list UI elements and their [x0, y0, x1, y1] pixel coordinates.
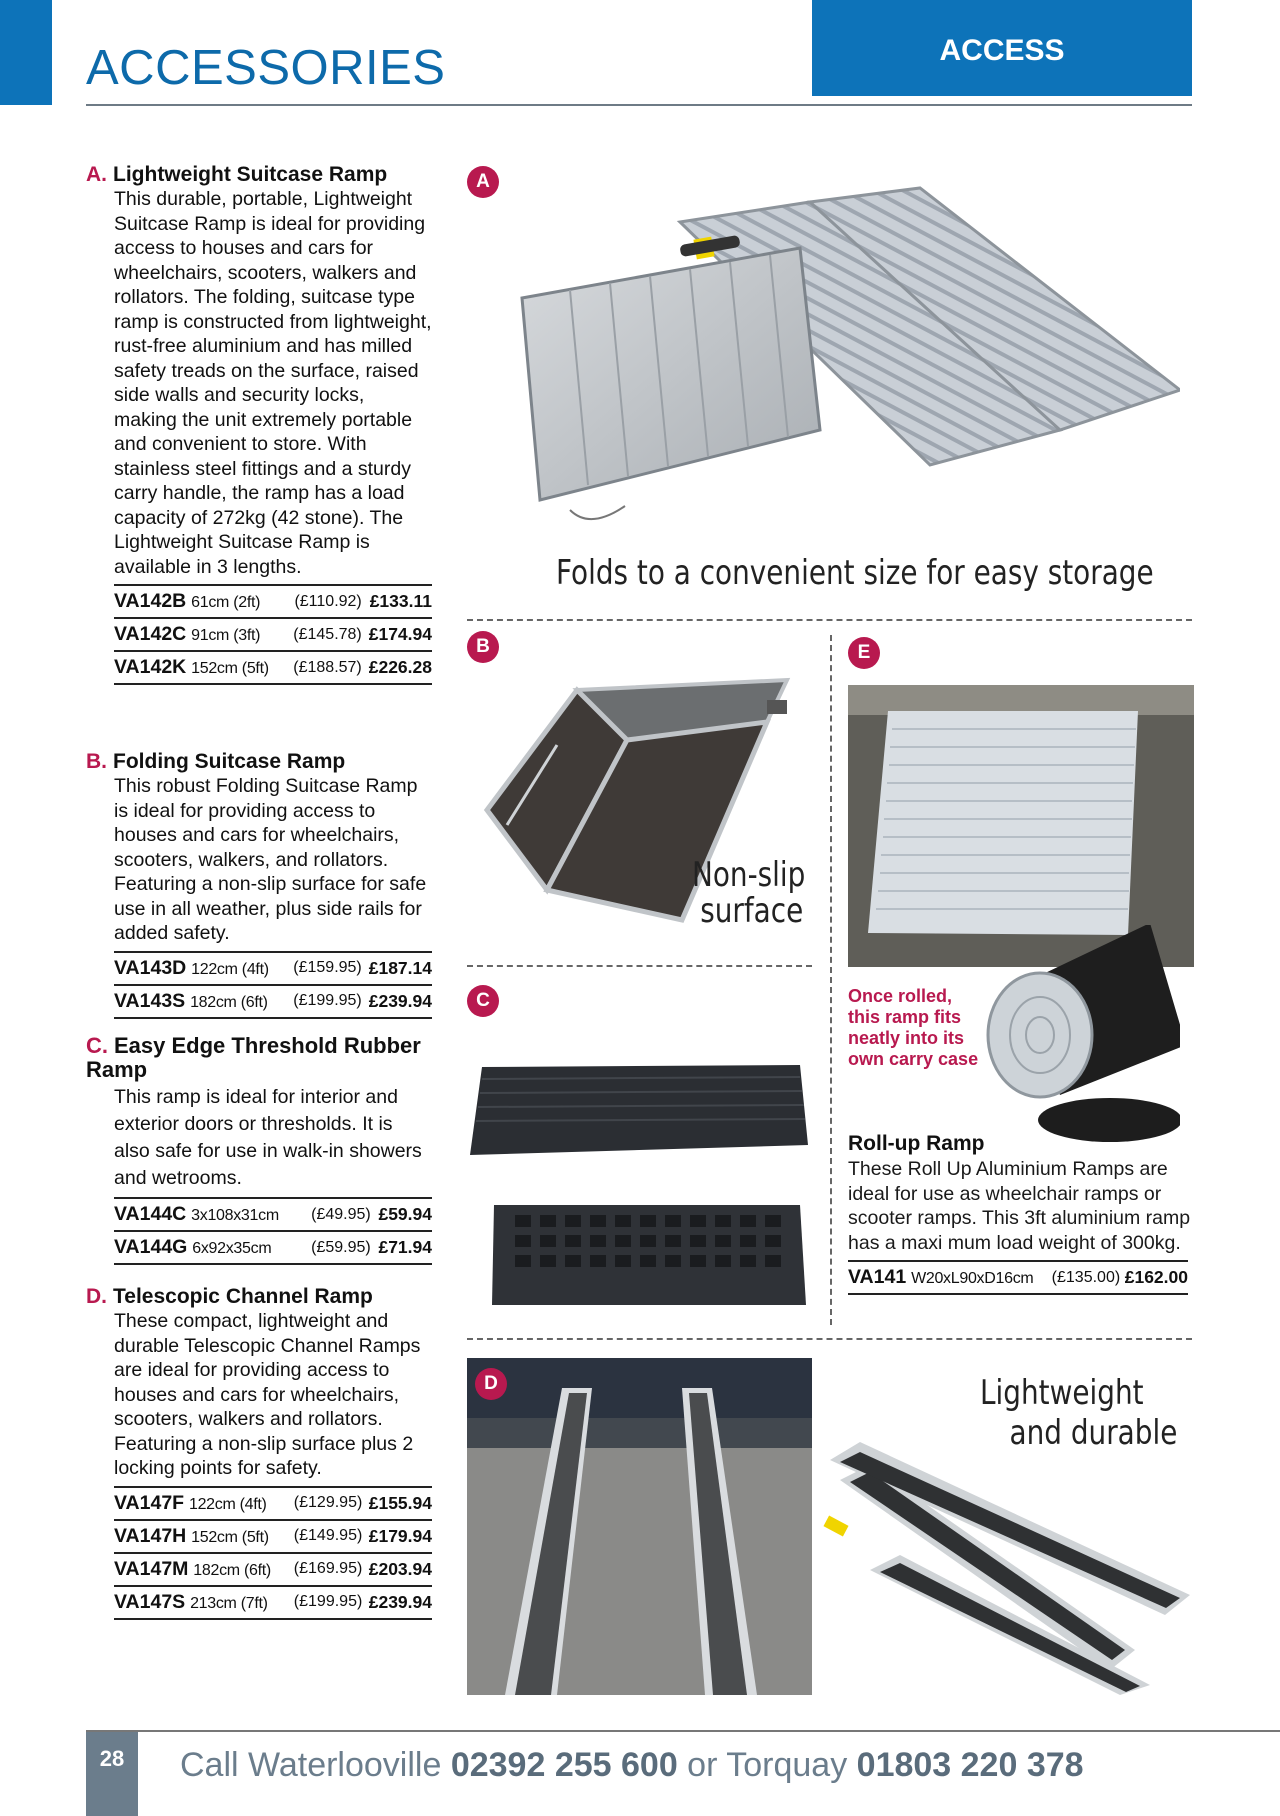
- footer-prefix: Call Waterlooville: [180, 1746, 451, 1784]
- product-letter: B.: [86, 750, 107, 773]
- caption-line: Lightweight: [980, 1373, 1144, 1413]
- rollup-callout: Once rolled, this ramp fits neatly into its own carry case: [848, 986, 979, 1069]
- separator: [467, 965, 812, 967]
- product-letter: D.: [86, 1285, 107, 1308]
- product-a: [86, 163, 432, 685]
- page-number: 28: [86, 1732, 138, 1816]
- caption-line: surface: [700, 891, 804, 931]
- carry-case-image: [960, 925, 1180, 1145]
- separator: [830, 635, 832, 1325]
- telescopic-ramp-photo: [467, 1358, 812, 1695]
- separator: [467, 619, 1192, 621]
- product-b: [86, 750, 432, 1019]
- table-row: VA143D 122cm (4ft) (£159.95) £187.14: [114, 952, 432, 985]
- badge-c: C: [467, 985, 499, 1017]
- table-row: VA142K 152cm (5ft) (£188.57) £226.28: [114, 651, 432, 684]
- price-table: [114, 951, 432, 1019]
- table-row: VA144C 3x108x31cm (£49.95) £59.94: [114, 1198, 432, 1231]
- product-description: These Roll Up Aluminium Ramps are ideal for use as wheelchair ramps or scooter ramps. This 3ft aluminium ramp has a maxi mum load weight of 300kg.: [848, 1158, 1191, 1254]
- footer-contact: [180, 1746, 1084, 1785]
- price-table: [114, 1486, 432, 1620]
- caption-line: and durable: [1009, 1413, 1178, 1453]
- table-row: VA142B 61cm (2ft) (£110.92) £133.11: [114, 585, 432, 618]
- header-color-bar: [0, 0, 52, 105]
- price-table: [114, 584, 432, 685]
- footer-divider: [86, 1730, 1280, 1732]
- product-name: Folding Suitcase Ramp: [113, 750, 346, 773]
- table-row: VA147S 213cm (7ft) (£199.95) £239.94: [114, 1586, 432, 1619]
- price-table: [848, 1260, 1188, 1295]
- section-tab: ACCESS: [812, 0, 1192, 96]
- header-divider: [86, 104, 1192, 106]
- phone-waterlooville: 02392 255 600: [450, 1746, 678, 1784]
- product-name: Roll-up Ramp: [848, 1132, 985, 1155]
- product-description: This robust Folding Suitcase Ramp is ideal for providing access to houses and cars for wheelchairs, scooters, walkers, and rollators. Featuring a non-slip surface for safe use in all weather, plus side rails for added safety.: [114, 775, 427, 944]
- table-row: VA147M 182cm (6ft) (£169.95) £203.94: [114, 1553, 432, 1586]
- table-row: VA147H 152cm (5ft) (£149.95) £179.94: [114, 1520, 432, 1553]
- telescopic-ramp-image: [820, 1420, 1190, 1695]
- product-description: This durable, portable, Lightweight Suitcase Ramp is ideal for providing access to houses and cars for wheelchairs, scooters, walkers and rollators. The folding, suitcase type ramp is constructed from lightweight, rust-free aluminium and has milled safety treads on the surface, raised side walls and security locks, making the unit extremely portable and convenient to store. With stainless steel fittings and a sturdy carry handle, the ramp has a load capacity of 272kg (42 stone). The Lightweight Suitcase Ramp is available in 3 lengths.: [114, 188, 432, 578]
- product-heading: [86, 163, 432, 187]
- separator: [467, 1338, 1192, 1340]
- footer-middle: or Torquay: [677, 1746, 857, 1784]
- product-description: These compact, lightweight and durable Telescopic Channel Ramps are ideal for providing access to houses and cars for wheelchairs, scooters, walkers and rollators. Featuring a non-slip surface plus 2 locking points for safety.: [114, 1310, 421, 1479]
- page-title: ACCESSORIES: [86, 41, 446, 95]
- table-row: VA144G 6x92x35cm (£59.95) £71.94: [114, 1231, 432, 1264]
- product-e: [848, 1132, 1194, 1295]
- product-letter: C.: [86, 1033, 108, 1058]
- caption-lightweight: [980, 1373, 1177, 1453]
- product-heading: [86, 1285, 432, 1309]
- badge-d: D: [475, 1368, 507, 1400]
- product-name: Telescopic Channel Ramp: [113, 1285, 373, 1308]
- product-name: Lightweight Suitcase Ramp: [113, 163, 388, 186]
- suitcase-ramp-image: [500, 180, 1180, 550]
- threshold-ramp-image: [460, 1055, 820, 1315]
- product-c: [86, 1034, 432, 1265]
- caption-line: Non-slip: [692, 855, 806, 895]
- caption-non-slip: [692, 857, 805, 929]
- price-table: [114, 1197, 432, 1265]
- product-heading: [86, 1034, 432, 1082]
- caption-folds: Folds to a convenient size for easy storage: [556, 553, 1154, 593]
- product-d: [86, 1285, 432, 1620]
- table-row: VA141 W20xL90xD16cm (£135.00) £162.00: [848, 1261, 1188, 1294]
- badge-a: A: [467, 166, 499, 198]
- phone-torquay: 01803 220 378: [856, 1746, 1084, 1784]
- table-row: VA147F 122cm (4ft) (£129.95) £155.94: [114, 1487, 432, 1520]
- product-letter: A.: [86, 163, 107, 186]
- badge-b: B: [467, 631, 499, 663]
- product-heading: [86, 750, 432, 774]
- badge-e: E: [848, 637, 880, 669]
- table-row: VA143S 182cm (6ft) (£199.95) £239.94: [114, 985, 432, 1018]
- table-row: VA142C 91cm (3ft) (£145.78) £174.94: [114, 618, 432, 651]
- product-description: This ramp is ideal for interior and exterior doors or thresholds. It is also safe for use in walk-in showers and wetrooms.: [114, 1086, 422, 1189]
- product-name: Easy Edge Threshold Rubber Ramp: [86, 1033, 421, 1082]
